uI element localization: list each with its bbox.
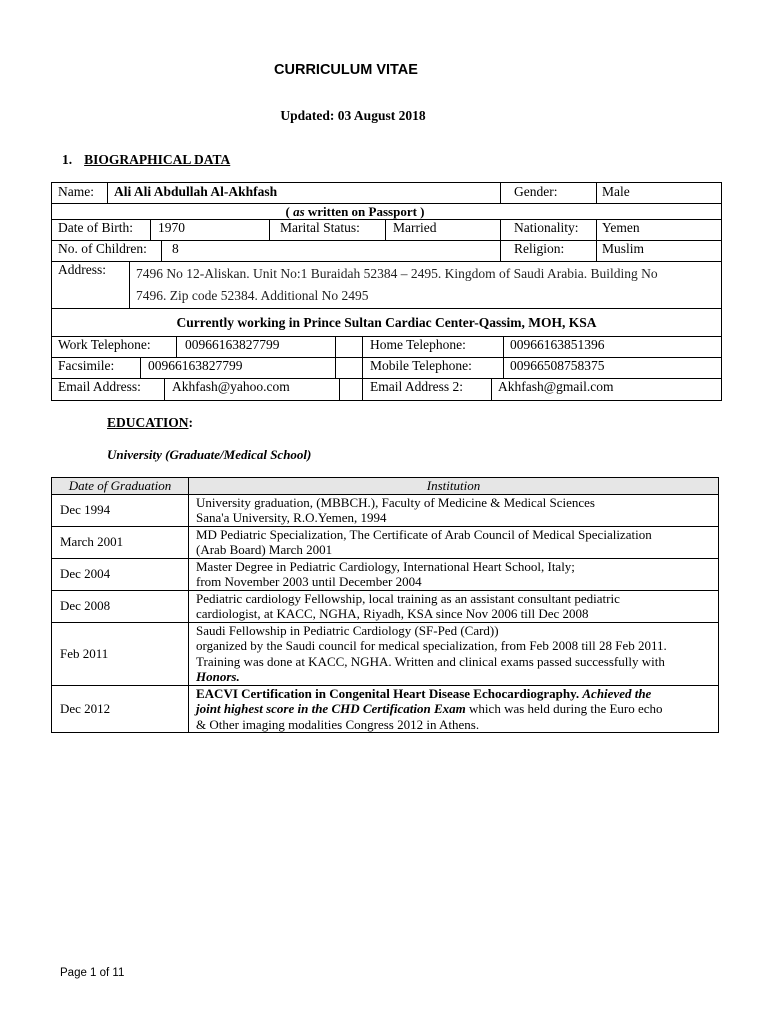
address-line-2: 7496. Zip code 52384. Additional No 2495: [136, 288, 369, 303]
marital-value: Married: [393, 220, 437, 235]
facsimile-label: Facsimile:: [58, 358, 115, 373]
name-label: Name:: [58, 184, 94, 199]
institution-cell: University graduation, (MBBCH.), Faculty of Medicine & Medical Sciences Sana'a University, R.O.Yemen, 1994: [189, 494, 719, 526]
education-heading: EDUCATION:: [107, 415, 194, 430]
section-number: 1.: [62, 152, 73, 167]
education-header-row: [52, 478, 719, 495]
passport-note: ( as written on Passport ): [285, 204, 425, 219]
home-telephone-value: 00966163851396: [510, 337, 605, 352]
facsimile-value: 00966163827799: [148, 358, 243, 373]
address-label: Address:: [58, 262, 106, 277]
nationality-label: Nationality:: [514, 220, 579, 235]
gender-value: Male: [602, 184, 630, 199]
graduation-date: March 2001: [52, 526, 189, 558]
table-row: [52, 685, 719, 733]
home-telephone-label: Home Telephone:: [370, 337, 466, 352]
section-label: BIOGRAPHICAL DATA: [84, 152, 231, 167]
email-value: Akhfash@yahoo.com: [172, 379, 290, 394]
children-value: 8: [172, 241, 179, 256]
section-heading-biographical: [62, 152, 230, 168]
institution-cell: Master Degree in Pediatric Cardiology, International Heart School, Italy; from November 2003 until December 2004: [189, 558, 719, 590]
column-header-institution: Institution: [189, 478, 719, 495]
biographical-table: [51, 182, 722, 401]
education-subheading: University (Graduate/Medical School): [107, 447, 312, 462]
email-label: Email Address:: [58, 379, 141, 394]
dob-label: Date of Birth:: [58, 220, 133, 235]
graduation-date: Dec 1994: [52, 494, 189, 526]
table-row: [52, 590, 719, 622]
work-telephone-value: 00966163827799: [185, 337, 280, 352]
graduation-date: Dec 2008: [52, 590, 189, 622]
gender-label: Gender:: [514, 184, 558, 199]
children-label: No. of Children:: [58, 241, 147, 256]
mobile-telephone-label: Mobile Telephone:: [370, 358, 472, 373]
institution-cell: EACVI Certification in Congenital Heart Disease Echocardiography. Achieved the joint highest score in the CHD Certification Exam which was held during the Euro echo & Other imaging modalities Congress 2012 in Athens.: [189, 685, 719, 733]
table-row: [52, 526, 719, 558]
table-row: [52, 558, 719, 590]
address-line-1: 7496 No 12-Aliskan. Unit No:1 Buraidah 52384 – 2495. Kingdom of Saudi Arabia. Building No: [136, 266, 658, 281]
nationality-value: Yemen: [602, 220, 640, 235]
mobile-telephone-value: 00966508758375: [510, 358, 605, 373]
religion-label: Religion:: [514, 241, 565, 256]
dob-value: 1970: [158, 220, 185, 235]
table-row: [52, 494, 719, 526]
religion-value: Muslim: [602, 241, 645, 256]
column-header-date: Date of Graduation: [52, 478, 189, 495]
current-position: Currently working in Prince Sultan Cardiac Center-Qassim, MOH, KSA: [176, 315, 597, 330]
page-number: Page 1 of 11: [60, 967, 125, 979]
institution-cell: Saudi Fellowship in Pediatric Cardiology (SF-Ped (Card)) organized by the Saudi council for medical specialization, from Feb 2008 till 28 Feb 2011. Training was done at KACC, NGHA. Written and clinical exams passed successfully with Honors.: [189, 622, 719, 685]
email2-label: Email Address 2:: [370, 379, 463, 394]
institution-cell: MD Pediatric Specialization, The Certificate of Arab Council of Medical Specialization (Arab Board) March 2001: [189, 526, 719, 558]
graduation-date: Dec 2004: [52, 558, 189, 590]
graduation-date: Feb 2011: [52, 622, 189, 685]
table-row: [52, 622, 719, 685]
name-value: Ali Ali Abdullah Al-Akhfash: [114, 184, 278, 199]
updated-date: Updated: 03 August 2018: [280, 108, 426, 123]
work-telephone-label: Work Telephone:: [58, 337, 151, 352]
education-table: [51, 477, 719, 733]
marital-label: Marital Status:: [280, 220, 360, 235]
graduation-date: Dec 2012: [52, 685, 189, 733]
email2-value: Akhfash@gmail.com: [498, 379, 614, 394]
institution-cell: Pediatric cardiology Fellowship, local training as an assistant consultant pediatric cardiologist, at KACC, NGHA, Riyadh, KSA since Nov 2006 till Dec 2008: [189, 590, 719, 622]
document-title: CURRICULUM VITAE: [274, 62, 418, 78]
